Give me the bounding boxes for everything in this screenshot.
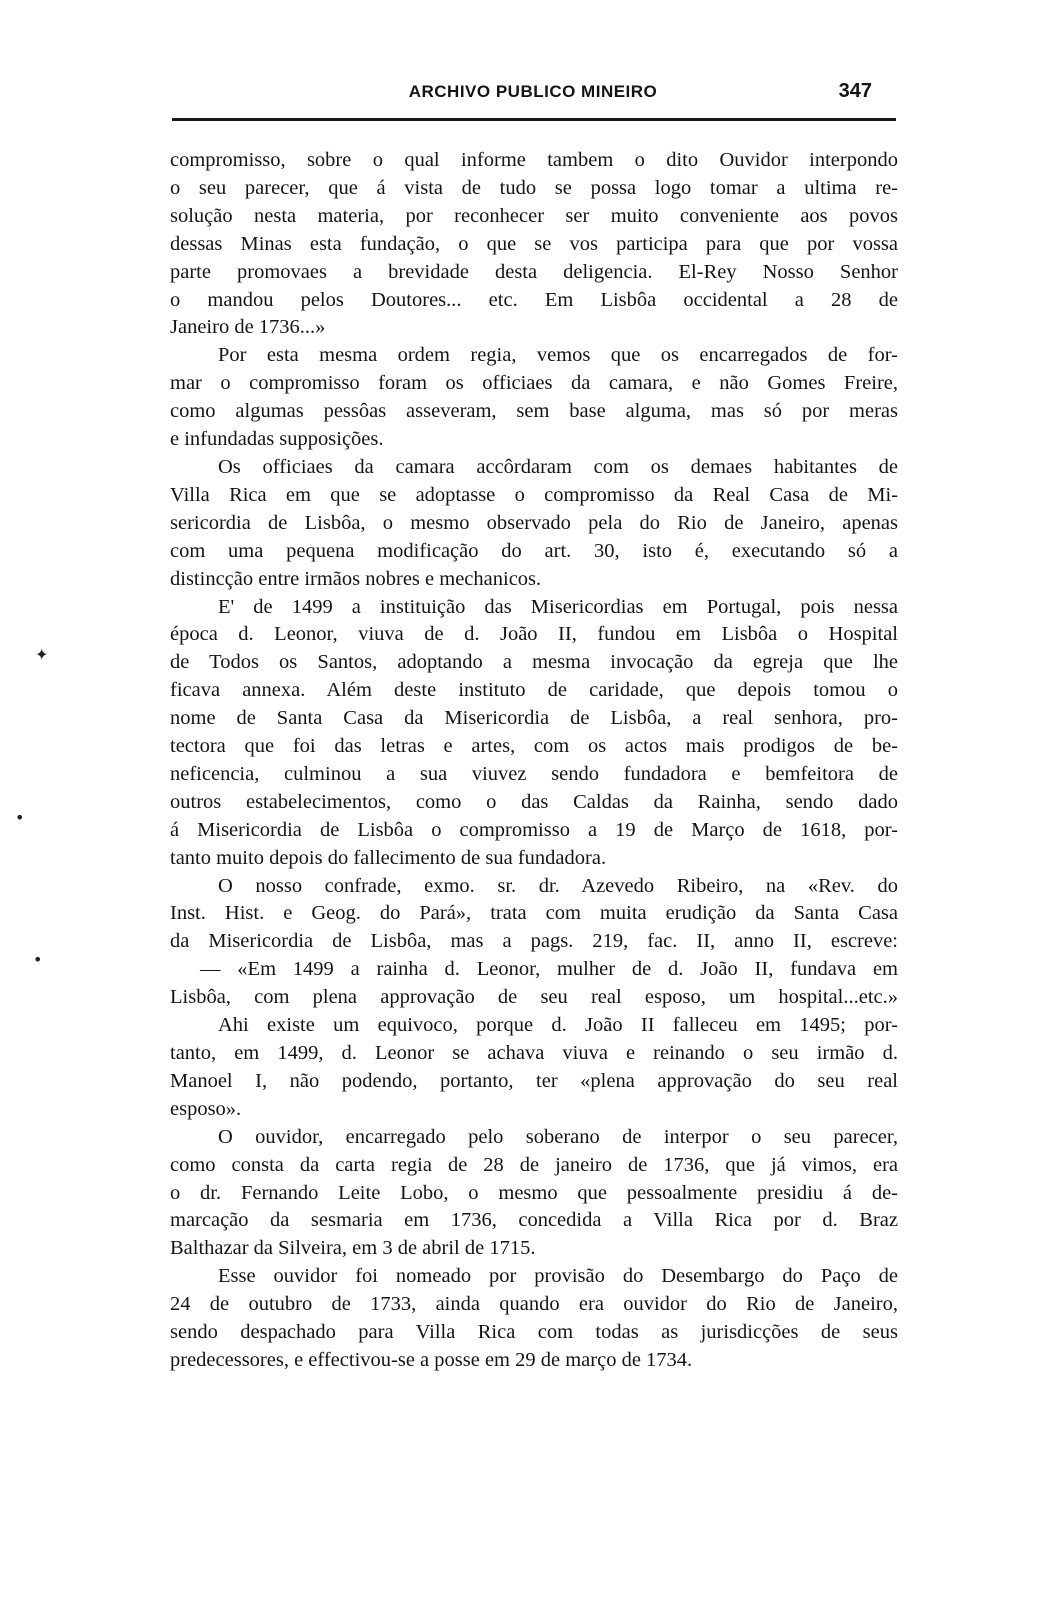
text-line: e infundadas supposições. — [170, 428, 384, 451]
text-line: como algumas pessôas asseveram, sem base alguma, mas só por meras — [170, 400, 898, 423]
text-line: o mandou pelos Doutores... etc. Em Lisbôa occidental a 28 de — [170, 288, 898, 311]
text-line: mar o compromisso foram os officiaes da camara, e não Gomes Freire, — [170, 372, 898, 395]
text-line: 24 de outubro de 1733, ainda quando era ouvidor do Rio de Janeiro, — [170, 1293, 898, 1316]
text-line: época d. Leonor, viuva de d. João II, fundou em Lisbôa o Hospital — [170, 623, 898, 646]
text-line: distincção entre irmãos nobres e mechanicos. — [170, 567, 542, 590]
page-number: 347 — [838, 80, 872, 102]
text-line: dessas Minas esta fundação, o que se vos participa para que por vossa — [170, 232, 898, 255]
text-line: tectora que foi das letras e artes, com os actos mais prodigos de be- — [170, 735, 898, 758]
text-line: com uma pequena modificação do art. 30, isto é, executando só a — [170, 539, 898, 562]
text-line: O nosso confrade, exmo. sr. dr. Azevedo Ribeiro, na «Rev. do — [218, 874, 898, 897]
margin-mark: • — [33, 950, 43, 969]
text-line: Ahi existe um equivoco, porque d. João II falleceu em 1495; por- — [218, 1014, 898, 1037]
text-line: nome de Santa Casa da Misericordia de Lisbôa, a real senhora, pro- — [170, 707, 898, 730]
header-rule — [172, 118, 896, 121]
text-line: esposo». — [170, 1097, 242, 1120]
text-line: marcação da sesmaria em 1736, concedida a Villa Rica por d. Braz — [170, 1209, 898, 1232]
text-line: neficencia, culminou a sua viuvez sendo fundadora e bemfeitora de — [170, 762, 898, 785]
text-line: Esse ouvidor foi nomeado por provisão do Desembargo do Paço de — [218, 1265, 898, 1288]
text-line: Manoel I, não podendo, portanto, ter «plena approvação do seu real — [170, 1069, 898, 1092]
text-line: E' de 1499 a instituição das Misericordias em Portugal, pois nessa — [218, 595, 898, 618]
text-line: outros estabelecimentos, como o das Caldas da Rainha, sendo dado — [170, 790, 898, 813]
text-line: solução nesta materia, por reconhecer ser muito conveniente aos povos — [170, 204, 898, 227]
running-title: ARCHIVO PUBLICO MINEIRO — [408, 82, 658, 101]
text-line: — «Em 1499 a rainha d. Leonor, mulher de d. João II, fundava em — [200, 958, 898, 981]
text-line: Balthazar da Silveira, em 3 de abril de 1715. — [170, 1237, 536, 1260]
text-line: Os officiaes da camara accôrdaram com os demaes habitantes de — [218, 455, 898, 478]
text-line: compromisso, sobre o qual informe tambem o dito Ouvidor interpondo — [170, 149, 898, 171]
text-line: á Misericordia de Lisbôa o compromisso a 19 de Março de 1618, por- — [170, 818, 898, 841]
text-line: sericordia de Lisbôa, o mesmo observado pela do Rio de Janeiro, apenas — [170, 511, 898, 534]
margin-mark: ✦ — [35, 645, 49, 664]
text-line: de Todos os Santos, adoptando a mesma invocação da egreja que lhe — [170, 651, 898, 674]
text-line: da Misericordia de Lisbôa, mas a pags. 219, fac. II, anno II, escreve: — [170, 930, 898, 953]
text-line: sendo despachado para Villa Rica com todas as jurisdicções de seus — [170, 1321, 898, 1344]
body-text — [170, 147, 898, 1375]
text-line: Por esta mesma ordem regia, vemos que os encarregados de for- — [218, 344, 898, 367]
text-line: parte promovaes a brevidade desta deligencia. El-Rey Nosso Senhor — [170, 260, 898, 283]
text-line: O ouvidor, encarregado pelo soberano de interpor o seu parecer, — [218, 1125, 898, 1148]
text-line: o dr. Fernando Leite Lobo, o mesmo que pessoalmente presidiu á de- — [170, 1181, 898, 1204]
text-line: tanto, em 1499, d. Leonor se achava viuva e reinando o seu irmão d. — [170, 1042, 898, 1064]
text-line: o seu parecer, que á vista de tudo se possa logo tomar a ultima re- — [170, 176, 898, 199]
text-line: Lisbôa, com plena approvação de seu real esposo, um hospital...etc.» — [170, 986, 898, 1009]
text-line: como consta da carta regia de 28 de janeiro de 1736, que já vimos, era — [170, 1153, 898, 1176]
text-line: ficava annexa. Além deste instituto de caridade, que depois tomou o — [170, 679, 898, 702]
text-line: Inst. Hist. e Geog. do Pará», trata com muita erudição da Santa Casa — [170, 902, 898, 925]
text-line: tanto muito depois do fallecimento de sua fundadora. — [170, 846, 607, 869]
running-header — [168, 82, 898, 112]
text-line: Janeiro de 1736...» — [170, 316, 326, 339]
text-line: Villa Rica em que se adoptasse o compromisso da Real Casa de Mi- — [170, 483, 898, 506]
margin-mark: • — [15, 808, 25, 827]
text-line: predecessores, e effectivou-se a posse em 29 de março de 1734. — [170, 1348, 693, 1371]
